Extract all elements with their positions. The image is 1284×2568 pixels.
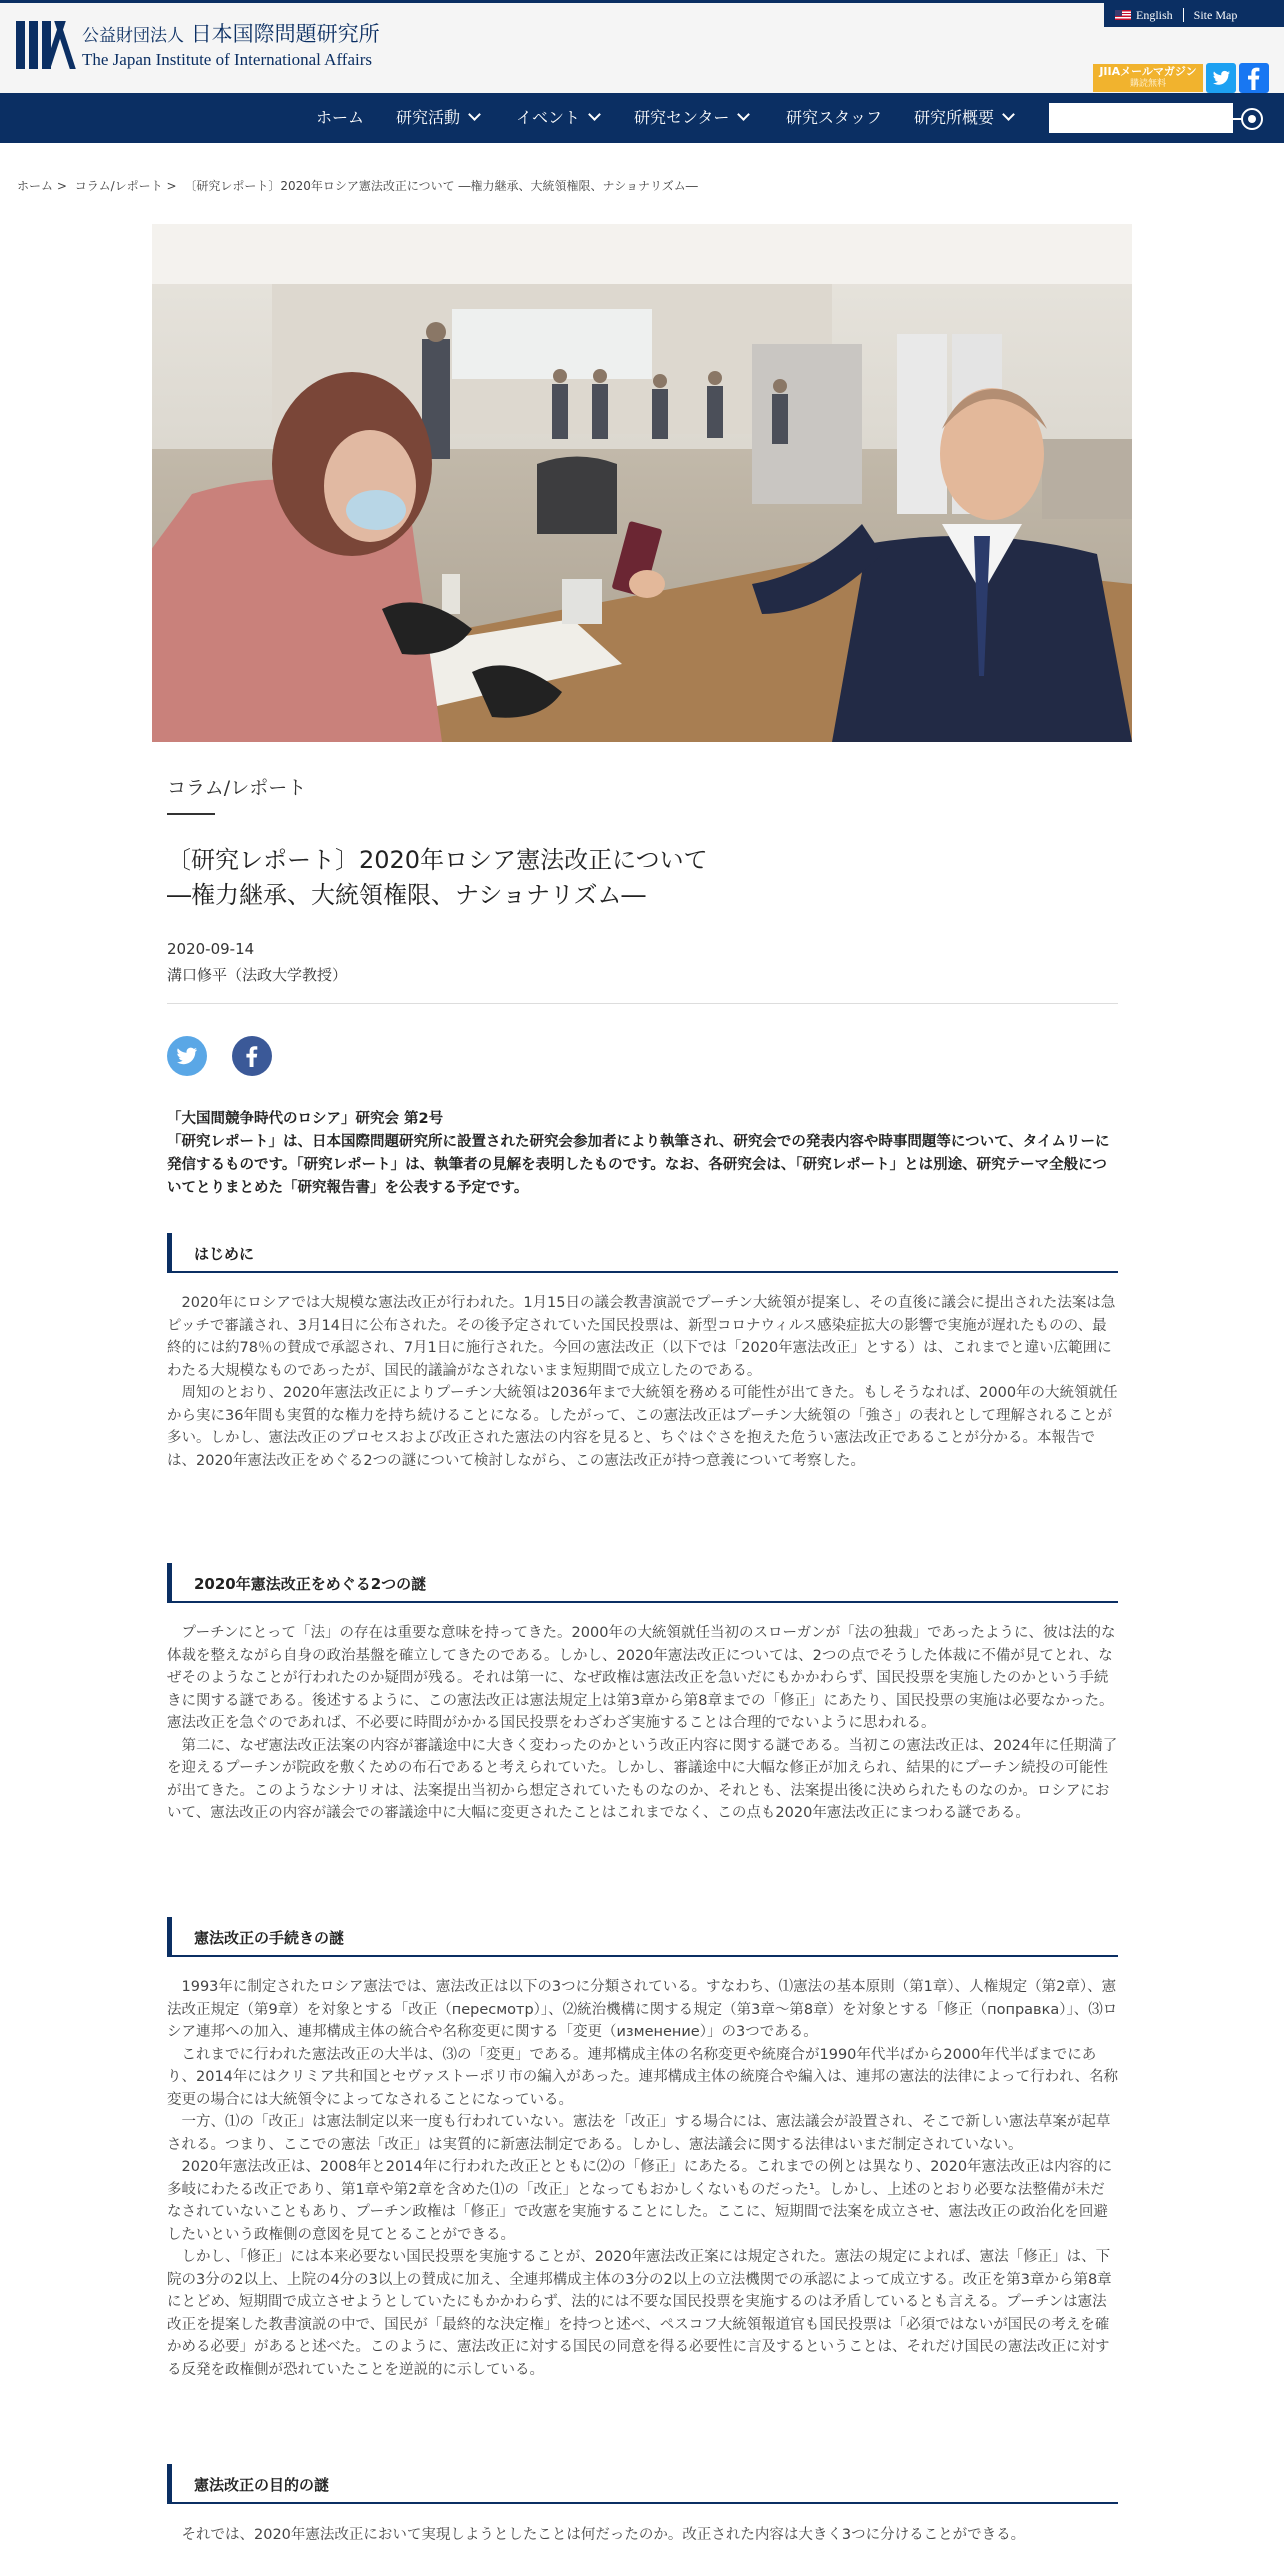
section-heading: 憲法改正の目的の謎: [167, 2464, 1118, 2504]
breadcrumb-home[interactable]: ホーム >: [17, 179, 67, 193]
article-intro: 「大国間競争時代のロシア」研究会 第2号 「研究レポート」は、日本国際問題研究所に設置された研究会参加者により執筆され、研究会での発表内容や時事問題等について、タイムリーに発信するものです。「研究レポート」は、執筆者の見解を表明したものです。なお、各研究会は、「研究レポート」とは別途、研究テーマ全般についてとりまとめた「研究報告書」を公表する予定です。: [167, 1111, 1110, 1196]
section-heading: 憲法改正の手続きの謎: [167, 1917, 1118, 1957]
category-divider: [167, 813, 215, 815]
nav-about[interactable]: 研究所概要: [914, 93, 1013, 143]
us-flag-icon: [1115, 10, 1131, 20]
article-date: 2020-09-14: [167, 940, 255, 958]
mail-magazine-banner[interactable]: JIIAメールマガジン 購読無料: [1093, 64, 1203, 92]
section-body: それでは、2020年憲法改正において実現しようとしたことは何だったのか。改正された内容は大きく3つに分けることができる。: [181, 2527, 1026, 2543]
section-heading: はじめに: [167, 1233, 1118, 1273]
section-heading: 2020年憲法改正をめぐる2つの謎: [167, 1563, 1118, 1603]
chevron-down-icon: [588, 108, 601, 121]
meta-divider: [167, 1003, 1118, 1004]
nav-events[interactable]: イベント: [516, 93, 599, 143]
nav-home[interactable]: ホーム: [316, 108, 365, 127]
chevron-down-icon: [1002, 108, 1015, 121]
top-links: [1104, 3, 1284, 27]
nav-research-centers[interactable]: 研究センター: [634, 93, 748, 143]
section-body: プーチンにとって「法」の存在は重要な意味を持ってきた。2000年の大統領就任当初のスローガンが「法の独裁」であったように、彼は法的な体裁を整えながら自身の政治基盤を確立してきたのである。しかし、2020年憲法改正については、2つの点でそうした体裁に不備が見てとれ、なぜそのようなことが行われたのか疑問が残る。それは第一に、なぜ政権は憲法改正を急いだにもかかわらず、国民投票を実施したのかという手続きに関する謎である。後述するように、この憲法改正は憲法規定上は第3章から第8章までの「修正」にあたり、国民投票の実施は必要なかった。憲法改正を急ぐのであれば、不必要に時間がかかる国民投票をわざわざ実施することは合理的でないように思われる。 第二に、なぜ憲法改正法案の内容が審議途中に大きく変わったのかという改正内容に関する謎である。当初この憲法改正は、2024年に任期満了を迎えるプーチンが院政を敷くための布石であると考えられていた。しかし、審議途中に大幅な修正が加えられ、結果的にプーチン続投の可能性が出てきた。このようなシナリオは、法案提出当初から想定されていたものなのか、それとも、法案提出後に決められたものなのか。ロシアにおいて、憲法改正の内容が議会での審議途中に大幅に変更されたことはこれまでなく、この点も2020年憲法改正にまつわる謎である。: [167, 1625, 1118, 1821]
section-body: 1993年に制定されたロシア憲法では、憲法改正は以下の3つに分類されている。すなわち、⑴憲法の基本原則（第1章）、人権規定（第2章）、憲法改正規定（第9章）を対象とする「改正（пересмотр）」、⑵統治機構に関する規定（第3章～第8章）を対象とする「修正（поправка）」、⑶ロシア連邦への加入、連邦構成主体の統合や名称変更に関する「変更（изменение）」の3つである。 これまでに行われた憲法改正の大半は、⑶の「変更」である。連邦構成主体の名称変更や統廃合が1990年代半ばから2000年代半ばまでにあり、2014年にはクリミア共和国とセヴァストーポリ市の編入があった。連邦構成主体の統廃合や編入は、連邦の憲法的法律によって行われ、名称変更の場合には大統領令によってなされることになっている。 一方、⑴の「改正」は憲法制定以来一度も行われていない。憲法を「改正」する場合には、憲法議会が設置され、そこで新しい憲法草案が起草される。つまり、ここでの憲法「改正」は実質的に新憲法制定である。しかし、憲法議会に関する法律はいまだ制定されていない。 2020年憲法改正は、2008年と2014年に行われた改正とともに⑵の「修正」にあたる。これまでの例とは異なり、2020年憲法改正は内容的に多岐にわたる改正であり、第1章や第2章を含めた⑴の「改正」となってもおかしくないものだった¹。しかし、上述のとおり必要な法整備が未だなされていないこともあり、プーチン政権は「修正」で改憲を実施することにした。ここに、短期間で法案を成立させ、憲法改正の政治化を回避したいという政権側の意図を見てとることができる。 しかし、「修正」には本来必要ない国民投票を実施することが、2020年憲法改正案には規定された。憲法の規定によれば、憲法「修正」は、下院の3分の2以上、上院の4分の3以上の賛成に加え、全連邦構成主体の3分の2以上の立法機関での承認によって成立する。改正を第3章から第8章にとどめ、短期間で成立させようとしていたにもかかわらず、法的には不要な国民投票を実施するのは矛盾しているとも言える。プーチンは憲法改正を提案した教書演説の中で、国民が「最終的な決定権」を持つと述べ、ペスコフ大統領報道官も国民投票は「必須ではないが国民の考えを確かめる必要」があると述べた。このように、憲法改正に対する国民の同意を得る必要性に言及するということは、それだけ国民の憲法改正に対する反発を政権側が恐れていたことを逆説的に示している。: [167, 1979, 1118, 2378]
org-name-en: The Japan Institute of International Affairs: [82, 50, 373, 69]
article-photo: [152, 224, 1132, 742]
english-link[interactable]: English: [1136, 7, 1173, 22]
site-logo[interactable]: [16, 17, 380, 71]
article-category: コラム/レポート: [167, 777, 307, 799]
twitter-icon[interactable]: [1206, 63, 1236, 93]
breadcrumb: [17, 177, 702, 194]
search-icon[interactable]: [1241, 108, 1263, 130]
site-header: [0, 3, 1284, 93]
share-facebook-icon[interactable]: [232, 1036, 272, 1076]
facebook-icon[interactable]: [1239, 63, 1269, 93]
share-twitter-icon[interactable]: [167, 1036, 207, 1076]
article-author: 溝口修平（法政大学教授）: [167, 966, 348, 984]
sitemap-link[interactable]: Site Map: [1193, 7, 1238, 22]
article-title: 〔研究レポート〕2020年ロシア憲法改正について ―権力継承、大統領権限、ナショナリズム―: [167, 846, 708, 909]
chevron-down-icon: [468, 108, 481, 121]
jiia-logo-mark: [16, 17, 74, 71]
breadcrumb-category[interactable]: コラム/レポート >: [74, 179, 177, 193]
nav-research[interactable]: 研究活動: [396, 93, 479, 143]
search-input[interactable]: [1049, 103, 1233, 133]
chevron-down-icon: [738, 108, 751, 121]
org-name-jp: 公益財団法人 日本国際問題研究所: [82, 22, 380, 46]
section-body: 2020年にロシアでは大規模な憲法改正が行われた。1月15日の議会教書演説でプーチン大統領が提案し、その直後に議会に提出された法案は急ピッチで審議され、3月14日に公布された。その後予定されていた国民投票は、新型コロナウィルス感染症拡大の影響で実施が遅れたものの、最終的には約78％の賛成で承認され、7月1日に施行された。今回の憲法改正（以下では「2020年憲法改正」とする）は、これまでと違い広範囲にわたる大規模なものであったが、国民的議論がなされないまま短期間で成立したのである。 周知のとおり、2020年憲法改正によりプーチン大統領は2036年まで大統領を務める可能性が出てきた。もしそうなれば、2000年の大統領就任から実に36年間も実質的な権力を持ち続けることになる。したがって、この憲法改正はプーチン大統領の「強さ」の表れとして理解されることが多い。しかし、憲法改正のプロセスおよび改正された憲法の内容を見ると、ちぐはぐさを抱えた危うい憲法改正であることが分かる。本報告では、2020年憲法改正をめぐる2つの謎について検討しながら、この憲法改正が持つ意義について考察した。: [167, 1295, 1118, 1469]
breadcrumb-current: 〔研究レポート〕2020年ロシア憲法改正について ―権力継承、大統領権限、ナショナリズム―: [184, 179, 698, 193]
nav-research-staff[interactable]: 研究スタッフ: [786, 108, 883, 127]
